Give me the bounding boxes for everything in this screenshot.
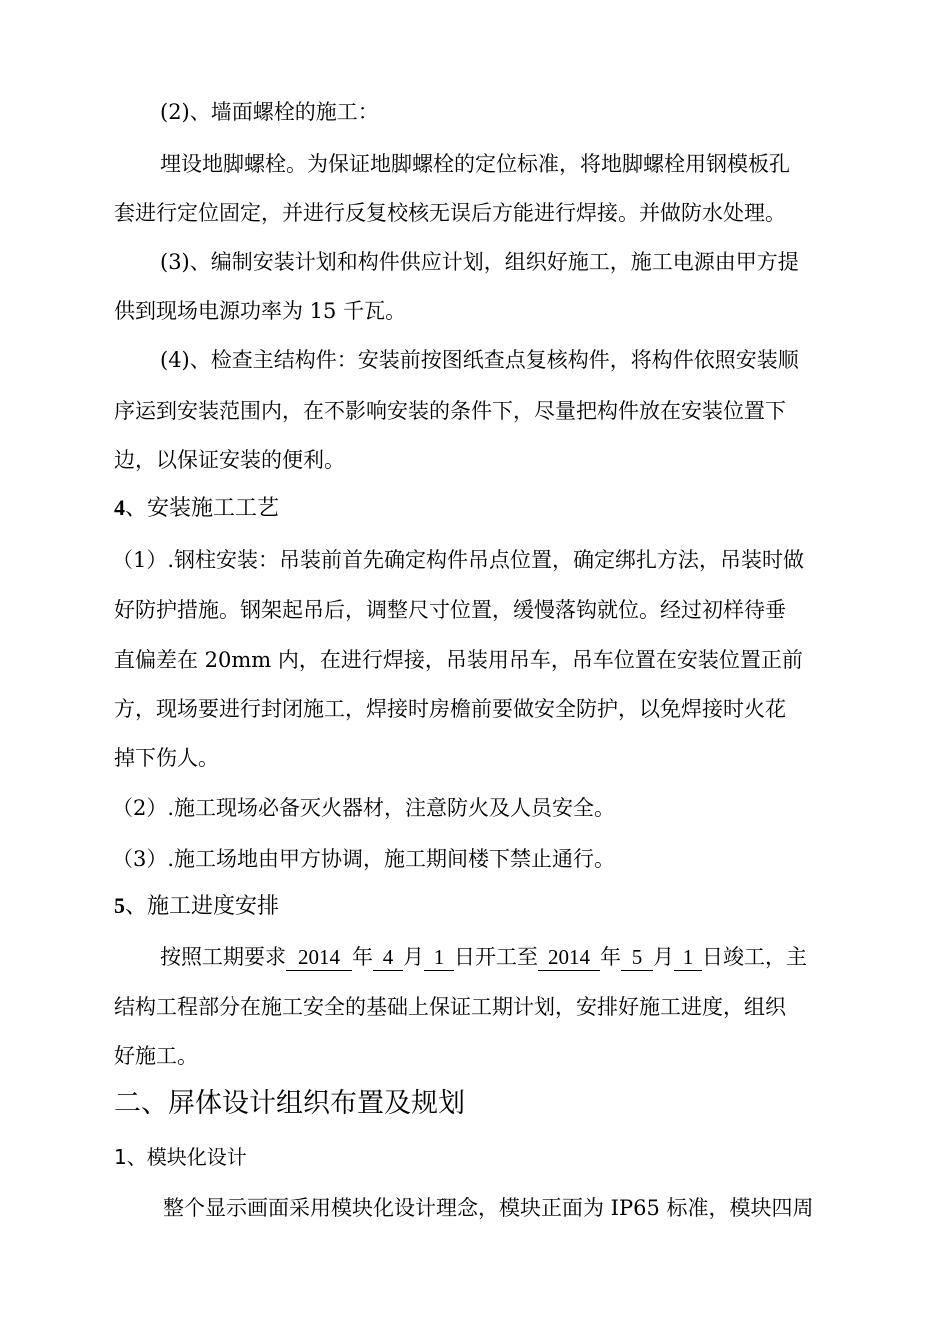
paragraph-line: 结构工程部分在施工安全的基础上保证工期计划，安排好施工进度，组织 (114, 995, 786, 1019)
schedule-text: 日竣工，主 (702, 945, 807, 969)
start-year: 2014 (286, 944, 352, 971)
paragraph-line: 好防护措施。钢架起吊后，调整尺寸位置，缓慢落钩就位。经过初样待垂 (114, 598, 786, 622)
year-label: 年 (600, 945, 621, 969)
end-month: 5 (621, 944, 653, 971)
paragraph-line: （1）.钢柱安装：吊装前首先确定构件吊点位置，确定绑扎方法，吊装时做 (112, 548, 805, 572)
month-label: 月 (403, 945, 424, 969)
paragraph-line: (3)、编制安装计划和构件供应计划，组织好施工，施工电源由甲方提 (160, 250, 799, 274)
end-year: 2014 (538, 944, 600, 971)
end-day: 1 (674, 944, 702, 971)
heading-text: 、安装施工工艺 (125, 496, 280, 521)
year-label: 年 (352, 945, 373, 969)
start-month: 4 (373, 944, 403, 971)
paragraph-line: 方，现场要进行封闭施工，焊接时房檐前要做安全防护，以免焊接时火花 (114, 697, 786, 721)
schedule-text: 日开工至 (454, 945, 538, 969)
paragraph-line: （3）.施工场地由甲方协调，施工期间楼下禁止通行。 (112, 847, 616, 871)
heading-number: 4 (114, 495, 125, 520)
subsection-heading: 1、模块化设计 (114, 1145, 247, 1169)
schedule-text: 按照工期要求 (160, 945, 286, 969)
paragraph-line: 掉下伤人。 (114, 746, 219, 770)
schedule-line (160, 942, 807, 972)
paragraph-line: 整个显示画面采用模块化设计理念，模块正面为 IP65 标准，模块四周 (163, 1196, 814, 1220)
paragraph-line: 序运到安装范围内，在不影响安装的条件下，尽量把构件放在安装位置下 (114, 399, 786, 423)
section-heading-4 (114, 493, 279, 524)
paragraph-line: 好施工。 (114, 1044, 198, 1068)
paragraph-line: 套进行定位固定，并进行反复校核无误后方能进行焊接。并做防水处理。 (114, 201, 786, 225)
month-label: 月 (653, 945, 674, 969)
paragraph-line: 供到现场电源功率为 15 千瓦。 (114, 299, 407, 323)
paragraph-line: 直偏差在 20mm 内，在进行焊接，吊装用吊车，吊车位置在安装位置正前 (114, 648, 803, 672)
paragraph-line: (4)、检查主结构件：安装前按图纸查点复核构件，将构件依照安装顺 (160, 348, 799, 372)
start-day: 1 (424, 944, 454, 971)
heading-number: 5 (114, 893, 125, 918)
paragraph-line: 边，以保证安装的便利。 (114, 448, 345, 472)
section-heading-5 (114, 891, 279, 922)
chapter-heading: 二、屏体设计组织布置及规划 (114, 1088, 465, 1119)
paragraph-line: （2）.施工现场必备灭火器材，注意防火及人员安全。 (112, 796, 616, 820)
paragraph-line: 埋设地脚螺栓。为保证地脚螺栓的定位标准，将地脚螺栓用钢模板孔 (160, 152, 790, 176)
heading-text: 、施工进度安排 (125, 894, 280, 919)
paragraph-line: (2)、墙面螺栓的施工： (160, 100, 379, 124)
